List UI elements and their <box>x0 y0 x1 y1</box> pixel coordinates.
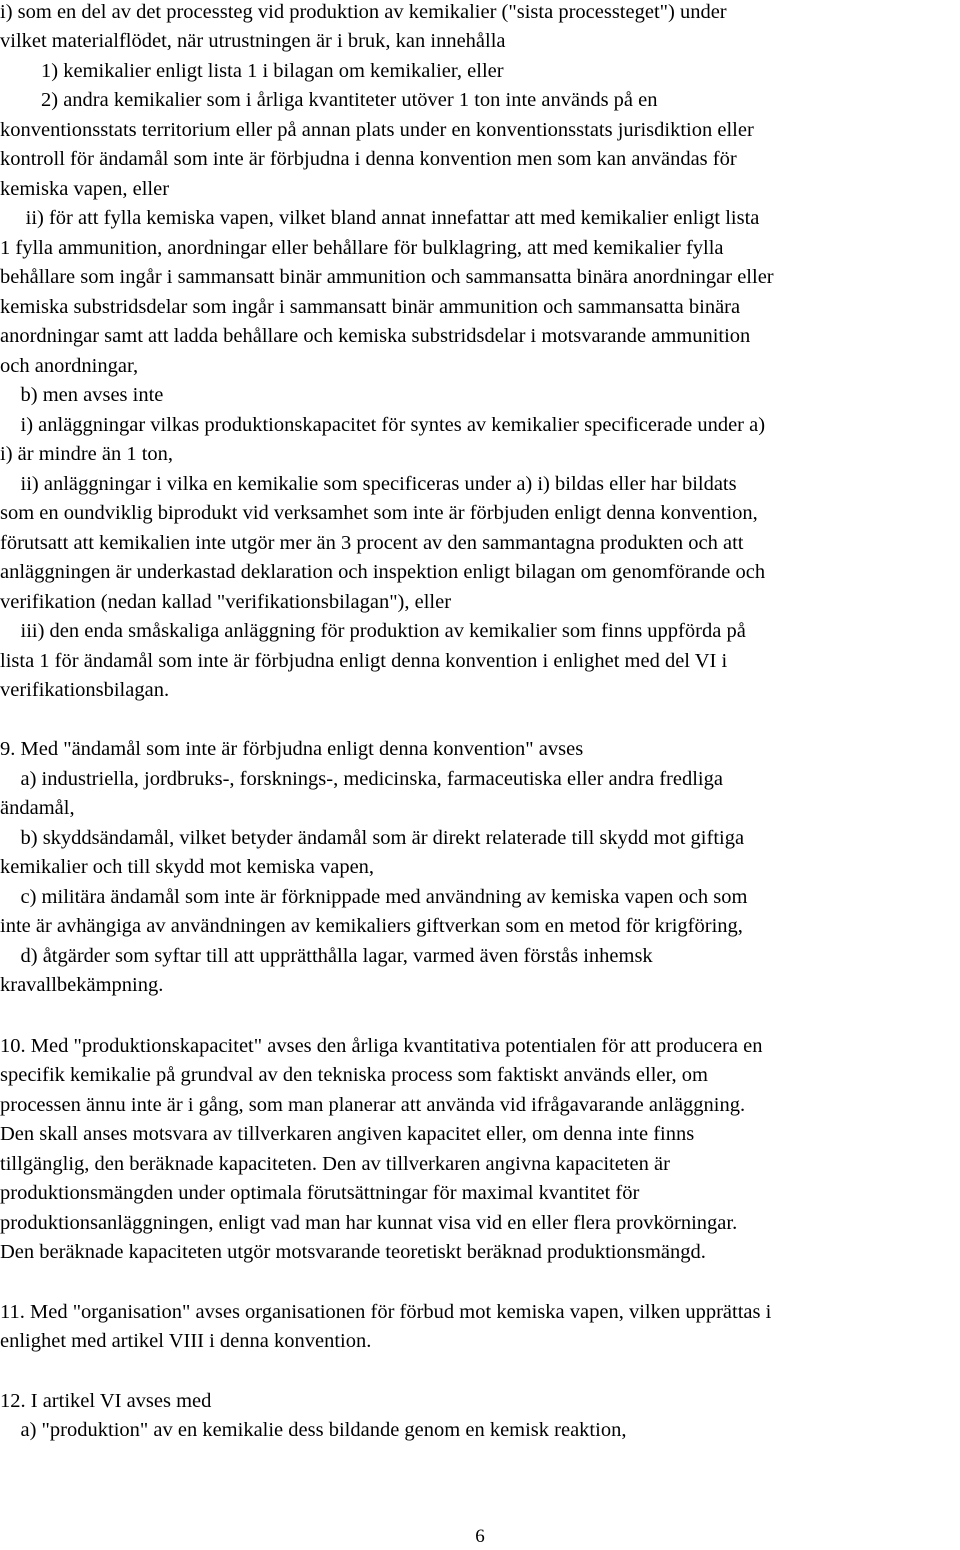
text-line: behållare som ingår i sammansatt binär ammunition och sammansatta binära anordningar eller <box>0 266 774 288</box>
text-line: Den skall anses motsvara av tillverkaren angiven kapacitet eller, om denna inte finns <box>0 1123 695 1145</box>
text-line: tillgänglig, den beräknade kapaciteten. Den av tillverkaren angivna kapaciteten är <box>0 1153 670 1175</box>
section-heading: 11. Med "organisation" avses organisationen för förbud mot kemiska vapen, vilken upprättas i <box>0 1301 772 1323</box>
text-line: kemiska substridsdelar som ingår i sammansatt binär ammunition och sammansatta binära <box>0 296 741 318</box>
text-line: i) som en del av det processteg vid produktion av kemikalier ("sista processteget") under <box>0 1 727 23</box>
text-line: 2) andra kemikalier som i årliga kvantiteter utöver 1 ton inte används på en <box>0 89 658 111</box>
text-line: kravallbekämpning. <box>0 974 164 996</box>
section-heading: 9. Med "ändamål som inte är förbjudna enligt denna konvention" avses <box>0 738 584 760</box>
text-line: iii) den enda småskaliga anläggning för produktion av kemikalier som finns uppförda på <box>0 620 746 642</box>
text-line: i) anläggningar vilkas produktionskapacitet för syntes av kemikalier specificerade under a) <box>0 414 766 436</box>
text-line: kemiska vapen, eller <box>0 178 170 200</box>
text-line: specifik kemikalie på grundval av den tekniska process som faktiskt används eller, om <box>0 1064 708 1086</box>
text-line: processen ännu inte är i gång, som man planerar att använda vid ifrågavarande anläggning. <box>0 1094 746 1116</box>
text-line: vilket materialflödet, när utrustningen är i bruk, kan innehålla <box>0 30 506 52</box>
text-line: produktionsmängden under optimala förutsättningar för maximal kvantitet för <box>0 1182 640 1204</box>
text-line: produktionsanläggningen, enligt vad man har kunnat visa vid en eller flera provkörningar. <box>0 1212 738 1234</box>
text-line: inte är avhängiga av användningen av kemikaliers giftverkan som en metod för krigföring, <box>0 915 743 937</box>
text-line: konventionsstats territorium eller på annan plats under en konventionsstats jurisdiktion eller <box>0 119 754 141</box>
text-line: b) men avses inte <box>0 384 164 406</box>
text-line: i) är mindre än 1 ton, <box>0 443 174 465</box>
text-line: lista 1 för ändamål som inte är förbjudna enligt denna konvention i enlighet med del VI i <box>0 650 728 672</box>
text-line: enlighet med artikel VIII i denna konvention. <box>0 1330 372 1352</box>
text-line: anläggningen är underkastad deklaration och inspektion enligt bilagan om genomförande och <box>0 561 766 583</box>
text-line: förutsatt att kemikalien inte utgör mer än 3 procent av den sammantagna produkten och att <box>0 532 744 554</box>
text-line: 1 fylla ammunition, anordningar eller behållare för bulklagring, att med kemikalier fylla <box>0 237 724 259</box>
text-line: ändamål, <box>0 797 75 819</box>
section-heading: 12. I artikel VI avses med <box>0 1390 212 1412</box>
text-line: anordningar samt att ladda behållare och kemiska substridsdelar i motsvarande ammunition <box>0 325 751 347</box>
text-line: a) "produktion" av en kemikalie dess bildande genom en kemisk reaktion, <box>0 1419 627 1441</box>
text-line: b) skyddsändamål, vilket betyder ändamål som är direkt relaterade till skydd mot giftiga <box>0 827 745 849</box>
text-line: Den beräknade kapaciteten utgör motsvarande teoretiskt beräknad produktionsmängd. <box>0 1241 706 1263</box>
text-line: verifikationsbilagan. <box>0 679 170 701</box>
text-line: ii) för att fylla kemiska vapen, vilket bland annat innefattar att med kemikalier enligt lista <box>0 207 760 229</box>
page-number: 6 <box>475 1526 485 1547</box>
text-line: kontroll för ändamål som inte är förbjudna i denna konvention men som kan användas för <box>0 148 737 170</box>
text-line: d) åtgärder som syftar till att upprätthålla lagar, varmed även förstås inhemsk <box>0 945 653 967</box>
text-line: och anordningar, <box>0 355 139 377</box>
text-line: kemikalier och till skydd mot kemiska vapen, <box>0 856 375 878</box>
section-heading: 10. Med "produktionskapacitet" avses den årliga kvantitativa potentialen för att producera en <box>0 1035 763 1057</box>
text-line: verifikation (nedan kallad "verifikationsbilagan"), eller <box>0 591 452 613</box>
text-line: ii) anläggningar i vilka en kemikalie som specificeras under a) i) bildas eller har bildats <box>0 473 737 495</box>
text-line: 1) kemikalier enligt lista 1 i bilagan om kemikalier, eller <box>0 60 504 82</box>
text-line: som en oundviklig biprodukt vid verksamhet som inte är förbjuden enligt denna konvention, <box>0 502 758 524</box>
text-line: c) militära ändamål som inte är förknippade med användning av kemiska vapen och som <box>0 886 748 908</box>
text-line: a) industriella, jordbruks-, forsknings-, medicinska, farmaceutiska eller andra fredliga <box>0 768 723 790</box>
